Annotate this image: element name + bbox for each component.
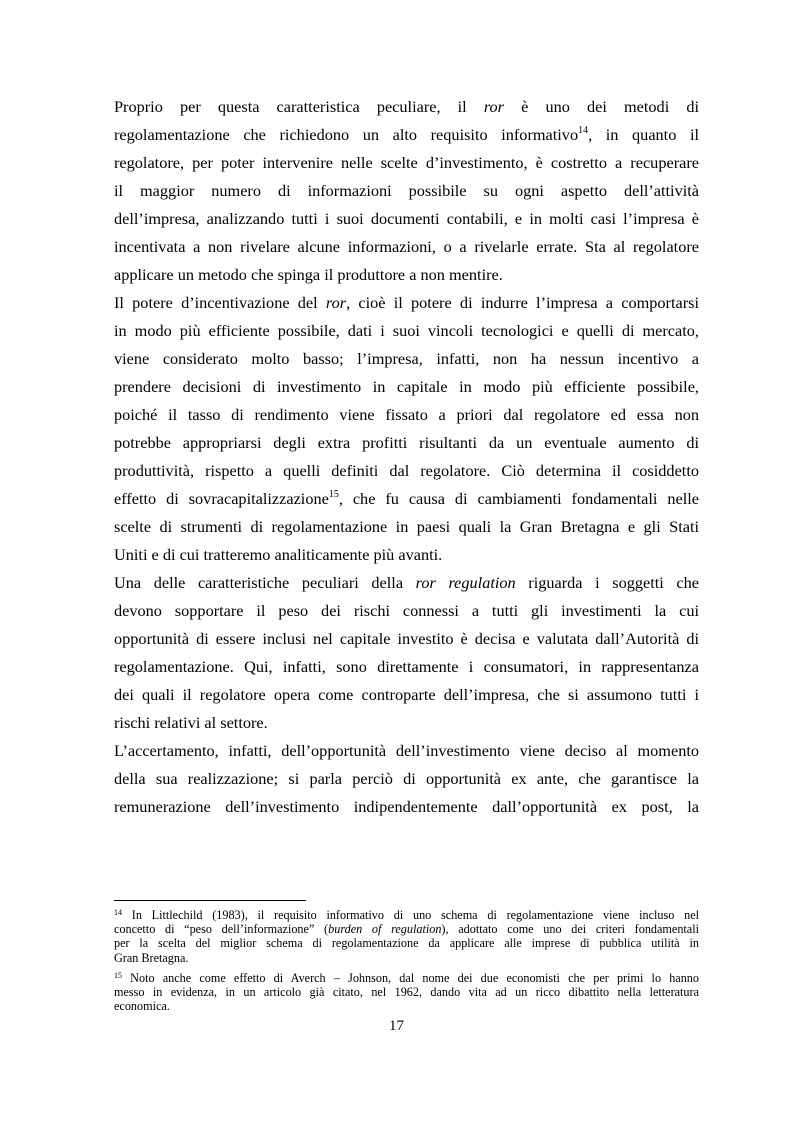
text-line — [114, 569, 699, 597]
main-text — [114, 93, 699, 821]
text-run: è uno dei metodi di — [504, 97, 699, 116]
text-run: messo in evidenza, in un articolo già citato, nel 1962, dando vita ad un ricco dibattito nella letteratura — [114, 985, 699, 1000]
footnote-line — [114, 922, 699, 936]
text-line — [114, 485, 699, 513]
text-run: In Littlechild (1983), il requisito informativo di uno schema di regolamentazione viene incluso nel — [122, 908, 699, 922]
text-run: remunerazione dell’investimento indipendentemente dall’opportunità ex post, la — [114, 797, 699, 816]
text-line — [114, 765, 699, 793]
text-run: regolamentazione che richiedono un alto requisito informativo — [114, 125, 579, 144]
paragraph — [114, 289, 699, 569]
text-line — [114, 429, 699, 457]
text-line — [114, 681, 699, 709]
text-run: produttività, rispetto a quelli definiti dal regolatore. Ciò determina il cosiddetto — [114, 461, 699, 480]
text-run: rischi relativi al settore. — [114, 713, 268, 732]
footnote-reference: 15 — [328, 489, 339, 500]
footnote-separator — [114, 900, 306, 901]
text-run: opportunità di essere inclusi nel capitale investito è decisa e valutata dall’Autorità di — [114, 629, 699, 648]
text-run: Il potere d’incentivazione del — [114, 293, 326, 312]
text-line — [114, 177, 699, 205]
footnote-number: 14 — [114, 908, 122, 917]
text-line — [114, 513, 699, 541]
text-line — [114, 317, 699, 345]
text-line — [114, 345, 699, 373]
footnote-line — [114, 908, 699, 922]
text-run: riguarda i soggetti che — [515, 573, 699, 592]
italic-term: ror regulation — [415, 573, 516, 592]
text-run: effetto di sovracapitalizzazione — [114, 489, 329, 508]
text-line — [114, 93, 699, 121]
text-run: della sua realizzazione; si parla perciò di opportunità ex ante, che garantisce la — [114, 769, 699, 788]
text-run: , che fu causa di cambiamenti fondamentali nelle — [338, 489, 699, 508]
paragraph — [114, 737, 699, 821]
text-run: dell’impresa, analizzando tutti i suoi documenti contabili, e in molti casi l’impresa è — [114, 209, 699, 228]
text-run: Uniti e di cui tratteremo analiticamente più avanti. — [114, 545, 443, 564]
text-run: poiché il tasso di rendimento viene fissato a priori dal regolatore ed essa non — [114, 405, 699, 424]
footnote-line — [114, 999, 699, 1013]
text-run: dei quali il regolatore opera come controparte dell’impresa, che si assumono tutti i — [114, 685, 699, 704]
text-line — [114, 625, 699, 653]
paragraph — [114, 569, 699, 737]
text-run: per la scelta del miglior schema di regolamentazione da applicare alle imprese di pubblica utilità in — [114, 936, 699, 951]
text-line — [114, 121, 699, 149]
text-line — [114, 261, 699, 289]
text-line — [114, 793, 699, 821]
text-line — [114, 541, 699, 569]
text-run: viene considerato molto basso; l’impresa, infatti, non ha nessun incentivo a — [114, 349, 699, 368]
text-run: scelte di strumenti di regolamentazione in paesi quali la Gran Bretagna e gli Stati — [114, 517, 699, 536]
footnote-line — [114, 971, 699, 985]
text-run: in modo più efficiente possibile, dati i suoi vincoli tecnologici e quelli di mercato, — [114, 321, 699, 340]
paragraph — [114, 93, 699, 289]
text-run: Gran Bretagna. — [114, 950, 189, 965]
text-line — [114, 737, 699, 765]
text-line — [114, 457, 699, 485]
text-run: il maggior numero di informazioni possibile su ogni aspetto dell’attività — [114, 181, 699, 200]
footnotes — [114, 908, 699, 1019]
text-run: prendere decisioni di investimento in capitale in modo più efficiente possibile, — [114, 377, 699, 396]
text-run: , cioè il potere di indurre l’impresa a comportarsi — [346, 293, 699, 312]
text-run: , in quanto il — [588, 125, 699, 144]
italic-term: ror — [483, 97, 505, 116]
text-line — [114, 401, 699, 429]
text-run: L’accertamento, infatti, dell’opportunità dell’investimento viene deciso al momento — [114, 741, 699, 760]
text-line — [114, 653, 699, 681]
text-run: Una delle caratteristiche peculiari della — [114, 573, 416, 592]
footnote-14 — [114, 908, 699, 965]
text-run: regolatore, per poter intervenire nelle scelte d’investimento, è costretto a recuperare — [114, 153, 699, 172]
footnote-line — [114, 951, 699, 965]
text-run: applicare un metodo che spinga il produttore a non mentire. — [114, 265, 503, 284]
footnote-15 — [114, 971, 699, 1014]
text-run: incentivata a non rivelare alcune informazioni, o a rivelarle errate. Sta al regolatore — [114, 237, 699, 256]
text-line — [114, 233, 699, 261]
text-run: Noto anche come effetto di Averch – Johnson, dal nome dei due economisti che per primi lo hanno — [122, 970, 699, 985]
text-run: ), adottato come uno dei criteri fondamentali — [441, 922, 699, 937]
italic-term: ror — [325, 293, 347, 312]
text-run: Proprio per questa caratteristica peculiare, il — [114, 97, 484, 116]
text-line — [114, 205, 699, 233]
text-run: devono sopportare il peso dei rischi connessi a tutti gli investimenti la cui — [114, 601, 699, 620]
text-run: economica. — [114, 999, 170, 1014]
text-run: potrebbe appropriarsi degli extra profitti risultanti da un eventuale aumento di — [114, 433, 699, 452]
text-line — [114, 373, 699, 401]
text-line — [114, 149, 699, 177]
text-run: regolamentazione. Qui, infatti, sono direttamente i consumatori, in rappresentanza — [114, 657, 699, 676]
text-line — [114, 289, 699, 317]
text-line — [114, 709, 699, 737]
footnote-number: 15 — [114, 970, 122, 980]
footnote-reference: 14 — [578, 125, 589, 136]
italic-term: burden of regulation — [328, 922, 442, 937]
footnote-line — [114, 985, 699, 999]
page-number: 17 — [389, 1018, 404, 1034]
text-line — [114, 597, 699, 625]
text-run: concetto di “peso dell’informazione” ( — [114, 922, 329, 937]
footnote-line — [114, 936, 699, 950]
